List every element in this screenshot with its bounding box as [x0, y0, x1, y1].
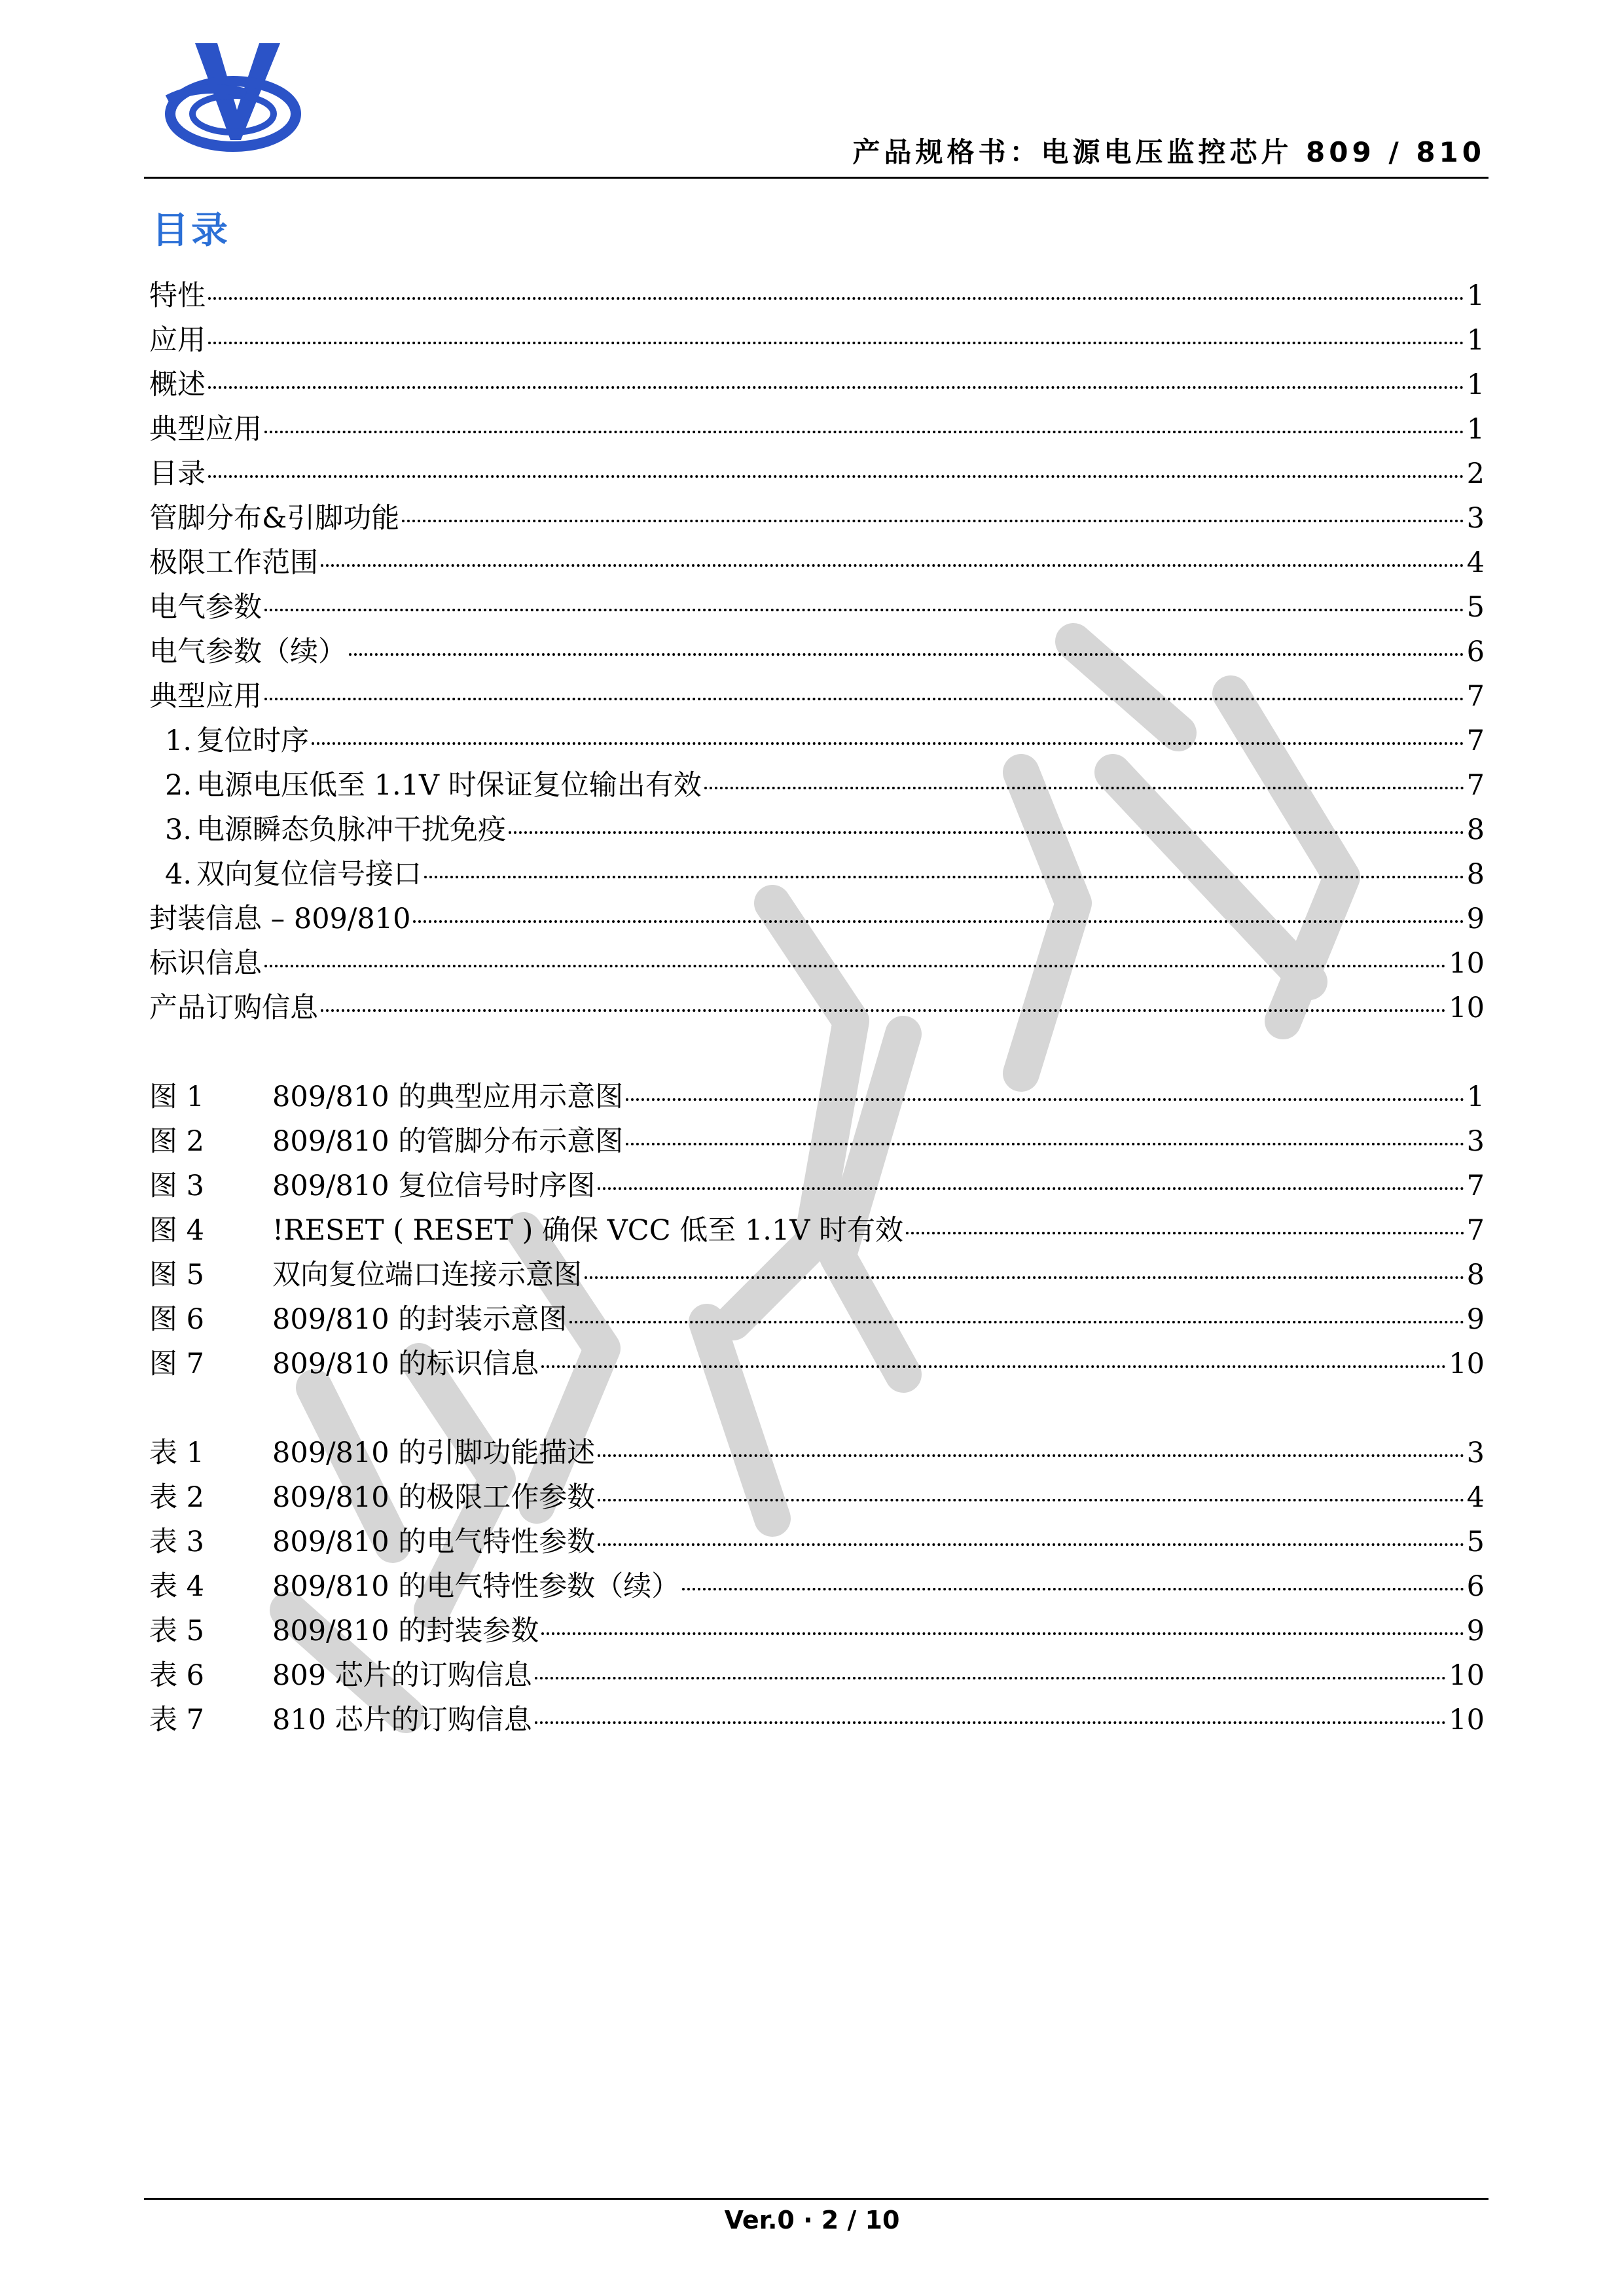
toc-title: 目录 [152, 209, 230, 252]
table-caption-number: 表 6 [149, 1659, 205, 1692]
dot-leader [535, 1677, 1447, 1679]
toc-entry[interactable] [149, 407, 1485, 452]
toc-entry[interactable] [149, 363, 1485, 407]
figure-entry[interactable] [149, 1208, 1485, 1253]
toc-entry-page: 6 [1466, 636, 1485, 668]
toc-entry-label: 概述 [149, 368, 206, 401]
toc-subentry[interactable] [149, 808, 1485, 852]
table-entry[interactable] [149, 1609, 1485, 1653]
table-of-contents [149, 274, 1485, 1742]
table-caption-number: 表 2 [149, 1481, 205, 1514]
toc-entry-page: 9 [1466, 903, 1485, 935]
dot-leader [569, 1321, 1464, 1323]
toc-entry-page: 7 [1466, 680, 1485, 713]
document-header-title: 产品规格书：电源电压监控芯片 809 / 810 [852, 136, 1485, 168]
table-caption-number: 表 5 [149, 1615, 205, 1647]
figure-entry-page: 1 [1466, 1081, 1485, 1113]
dot-leader [208, 297, 1464, 300]
dot-leader [413, 920, 1464, 923]
dot-leader [585, 1276, 1464, 1279]
figure-entry-label [149, 1297, 567, 1337]
figure-caption-text: 809/810 的典型应用示意图 [272, 1081, 624, 1113]
dot-leader [264, 609, 1464, 611]
table-caption-text: 809/810 的电气特性参数 [272, 1526, 596, 1558]
dot-leader [208, 386, 1464, 389]
dot-leader [598, 1187, 1464, 1190]
toc-entry-page: 1 [1466, 279, 1485, 312]
toc-entry[interactable] [149, 986, 1485, 1030]
toc-subentry-text: 复位时序 [196, 725, 309, 757]
dot-leader [264, 698, 1464, 700]
dot-leader [906, 1232, 1464, 1234]
spacer [149, 1030, 1485, 1075]
figure-entry-page: 9 [1466, 1303, 1485, 1336]
dot-leader [321, 564, 1464, 567]
figure-entry-label [149, 1075, 623, 1115]
table-entry-page: 10 [1449, 1704, 1485, 1736]
toc-entry-page: 7 [1466, 769, 1485, 802]
table-caption-text: 810 芯片的订购信息 [272, 1704, 532, 1736]
figure-caption-number: 图 7 [149, 1348, 205, 1380]
figure-entry[interactable] [149, 1253, 1485, 1297]
table-caption-text: 809/810 的极限工作参数 [272, 1481, 596, 1514]
table-entry-page: 4 [1466, 1481, 1485, 1514]
toc-entry[interactable] [149, 541, 1485, 585]
table-caption-text: 809/810 的引脚功能描述 [272, 1437, 596, 1469]
table-entry-label [149, 1475, 595, 1515]
toc-entry-page: 2 [1466, 457, 1485, 490]
header-rule [144, 177, 1489, 179]
dot-leader [541, 1365, 1446, 1368]
dot-leader [598, 1543, 1464, 1546]
table-caption-text: 809 芯片的订购信息 [272, 1659, 532, 1692]
table-caption-text: 809/810 的电气特性参数（续） [272, 1570, 680, 1603]
toc-entry[interactable] [149, 897, 1485, 941]
toc-entry[interactable] [149, 452, 1485, 496]
toc-entry[interactable] [149, 674, 1485, 719]
figure-caption-number: 图 6 [149, 1303, 205, 1336]
toc-entry-label: 电气参数（续） [149, 636, 346, 668]
toc-entry-page: 1 [1466, 368, 1485, 401]
table-entry-page: 6 [1466, 1570, 1485, 1603]
toc-subentry-text: 双向复位信号接口 [196, 858, 422, 891]
figure-entry-page: 7 [1466, 1170, 1485, 1202]
table-entry[interactable] [149, 1520, 1485, 1564]
toc-entry[interactable] [149, 274, 1485, 318]
figure-entry[interactable] [149, 1342, 1485, 1386]
toc-entry-label: 典型应用 [149, 413, 262, 446]
figure-entry-label [149, 1119, 623, 1159]
table-entry-page: 10 [1449, 1659, 1485, 1692]
figure-caption-number: 图 5 [149, 1259, 205, 1291]
table-entry-label [149, 1698, 532, 1738]
toc-entry-label: 产品订购信息 [149, 992, 318, 1024]
toc-entry[interactable] [149, 318, 1485, 363]
figure-caption-text: !RESET ( RESET ) 确保 VCC 低至 1.1V 时有效 [272, 1214, 904, 1247]
toc-entry-page: 8 [1466, 858, 1485, 891]
dot-leader [208, 342, 1464, 344]
toc-entry-label: 电气参数 [149, 591, 262, 624]
table-caption-number: 表 4 [149, 1570, 205, 1603]
figure-caption-number: 图 1 [149, 1081, 205, 1113]
table-entry-label [149, 1520, 595, 1560]
toc-entry[interactable] [149, 496, 1485, 541]
dot-leader [312, 742, 1464, 745]
table-entry[interactable] [149, 1698, 1485, 1742]
table-entry-label [149, 1431, 595, 1471]
toc-entry-page: 8 [1466, 814, 1485, 846]
figure-caption-text: 809/810 的管脚分布示意图 [272, 1125, 624, 1158]
toc-entry-page: 10 [1449, 992, 1485, 1024]
figure-entry-label [149, 1342, 539, 1382]
figure-caption-number: 图 4 [149, 1214, 205, 1247]
dot-leader [208, 475, 1464, 478]
figure-entry[interactable] [149, 1164, 1485, 1208]
table-entry-label [149, 1609, 539, 1649]
table-entry[interactable] [149, 1475, 1485, 1520]
table-caption-number: 表 3 [149, 1526, 205, 1558]
footer-rule [144, 2198, 1489, 2200]
toc-subentry[interactable] [149, 763, 1485, 808]
table-entry-label [149, 1564, 679, 1604]
toc-entry-label: 应用 [149, 324, 206, 357]
toc-entry-page: 5 [1466, 591, 1485, 624]
dot-leader [402, 520, 1464, 522]
figure-entry-label [149, 1164, 595, 1204]
table-caption-number: 表 7 [149, 1704, 205, 1736]
figure-caption-number: 图 2 [149, 1125, 205, 1158]
toc-entry-label: 目录 [149, 457, 206, 490]
toc-subentry-label [149, 763, 702, 803]
table-caption-number: 表 1 [149, 1437, 205, 1469]
dot-leader [349, 653, 1464, 656]
dot-leader [424, 876, 1464, 878]
table-entry-label [149, 1653, 532, 1693]
figure-caption-text: 双向复位端口连接示意图 [272, 1259, 582, 1291]
toc-subentry-number: 1. [165, 725, 192, 757]
table-entry[interactable] [149, 1564, 1485, 1609]
dot-leader [598, 1454, 1464, 1457]
figure-caption-text: 809/810 的封装示意图 [272, 1303, 568, 1336]
toc-entry-label: 封装信息 – 809/810 [149, 903, 411, 935]
dot-leader [321, 1009, 1446, 1012]
spacer [149, 1386, 1485, 1431]
toc-entry[interactable] [149, 585, 1485, 630]
dot-leader [626, 1143, 1464, 1145]
figure-entry[interactable] [149, 1297, 1485, 1342]
toc-subentry-number: 2. [165, 769, 192, 802]
toc-subentry-label [149, 808, 506, 848]
toc-entry-label: 特性 [149, 279, 206, 312]
dot-leader [682, 1588, 1464, 1590]
toc-entry-label: 极限工作范围 [149, 547, 318, 579]
toc-entry-page: 3 [1466, 502, 1485, 535]
toc-subentry-number: 3. [165, 814, 192, 846]
figure-entry-page: 3 [1466, 1125, 1485, 1158]
toc-entry-label: 管脚分布&引脚功能 [149, 502, 400, 535]
figure-entry-label [149, 1253, 582, 1293]
dot-leader [264, 965, 1446, 967]
toc-subentry[interactable] [149, 719, 1485, 763]
figure-entry[interactable] [149, 1119, 1485, 1164]
toc-entry-page: 1 [1466, 413, 1485, 446]
dot-leader [541, 1632, 1464, 1635]
toc-subentry-text: 电源电压低至 1.1V 时保证复位输出有效 [196, 769, 702, 802]
table-entry[interactable] [149, 1653, 1485, 1698]
company-logo [154, 37, 312, 158]
figure-caption-text: 809/810 的标识信息 [272, 1348, 539, 1380]
figure-entry-page: 7 [1466, 1214, 1485, 1247]
figure-entry[interactable] [149, 1075, 1485, 1119]
toc-subentry-label [149, 852, 422, 892]
table-entry-page: 9 [1466, 1615, 1485, 1647]
page-footer: Ver.0 · 2 / 10 [724, 2206, 900, 2234]
figure-entry-page: 8 [1466, 1259, 1485, 1291]
toc-entry-label: 典型应用 [149, 680, 262, 713]
table-caption-text: 809/810 的封装参数 [272, 1615, 539, 1647]
figure-entry-page: 10 [1449, 1348, 1485, 1380]
table-entry-page: 5 [1466, 1526, 1485, 1558]
dot-leader [598, 1499, 1464, 1501]
toc-entry-page: 7 [1466, 725, 1485, 757]
toc-entry[interactable] [149, 941, 1485, 986]
dot-leader [626, 1098, 1464, 1101]
table-entry[interactable] [149, 1431, 1485, 1475]
dot-leader [509, 831, 1464, 834]
figure-entry-label [149, 1208, 903, 1248]
dot-leader [264, 431, 1464, 433]
toc-subentry-label [149, 719, 309, 759]
figure-caption-text: 809/810 复位信号时序图 [272, 1170, 596, 1202]
dot-leader [535, 1721, 1447, 1724]
toc-entry[interactable] [149, 630, 1485, 674]
toc-subentry-text: 电源瞬态负脉冲干扰免疫 [196, 814, 506, 846]
toc-entry-page: 10 [1449, 947, 1485, 980]
toc-entry-page: 4 [1466, 547, 1485, 579]
figure-caption-number: 图 3 [149, 1170, 205, 1202]
toc-entry-page: 1 [1466, 324, 1485, 357]
toc-entry-label: 标识信息 [149, 947, 262, 980]
table-entry-page: 3 [1466, 1437, 1485, 1469]
dot-leader [704, 787, 1464, 789]
toc-subentry[interactable] [149, 852, 1485, 897]
toc-subentry-number: 4. [165, 858, 192, 891]
